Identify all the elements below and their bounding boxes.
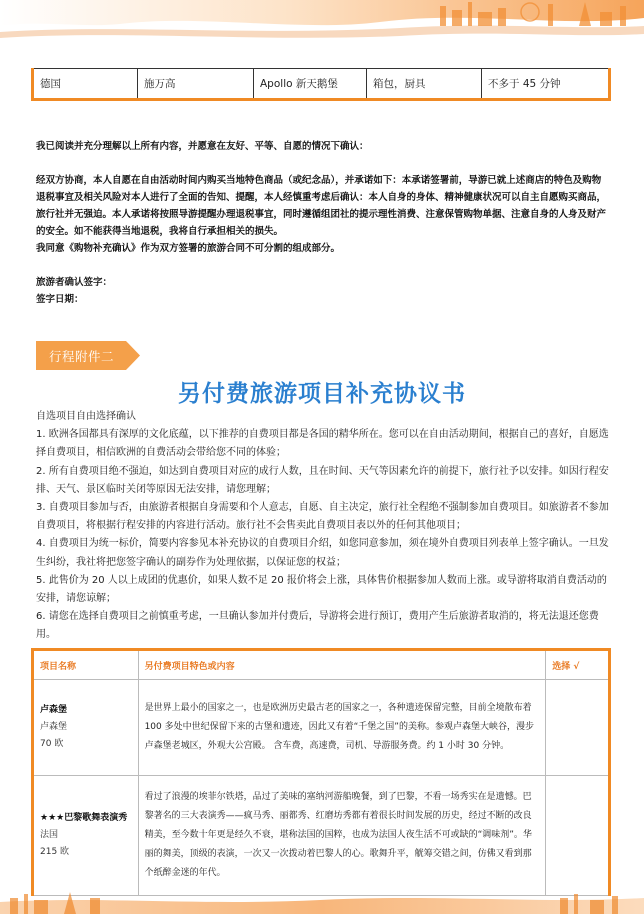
intro-text (36, 408, 612, 645)
project-city: 卢森堡 (40, 722, 68, 732)
declaration-agreement: 我同意《购物补充确认》作为双方签署的旅游合同不可分割的组成部分。 (36, 243, 341, 254)
section-tag-label: 行程附件二 (49, 349, 115, 364)
intro-item: 4. 自费项目为统一标价，简要内容参见本补充协议的自费项目介绍，如您同意参加，须在境外自费项目列表单上签字确认。一旦发生纠纷，我社将把您签字确认的副券作为处理依据，以保证您的权益； (36, 538, 609, 568)
table-row (33, 776, 610, 896)
top-banner (0, 0, 644, 40)
project-select-cell[interactable] (546, 776, 610, 896)
shopping-table (31, 68, 611, 101)
project-name-cell (33, 680, 139, 776)
project-desc: 看过了浪漫的埃菲尔铁塔，品过了美味的塞纳河游船晚餐，到了巴黎，不看一场秀实在是遗憾。巴黎著名的三大表演秀——疯马秀、丽都秀、红磨坊秀都有着很长时间发展的历史，经过不断的改良精美，至今数十年更是经久不衰，堪称法国的国粹，也成为法国人夜生活不可或缺的“调味剂”。华丽的舞美，顶级的表演，一次又一次拨动着巴黎人的心。歌舞升平，觥筹交错之间，仿佛又看到那个纸醉金迷的年代。 (138, 776, 546, 896)
shop-country: 德国 (33, 69, 138, 100)
project-city: 法国 (40, 830, 59, 840)
shop-goods: 箱包，厨具 (367, 69, 482, 100)
intro-item: 3. 自费项目参加与否，由旅游者根据自身需要和个人意志，自愿、自主决定，旅行社全程绝不强制参加自费项目。如旅游者不参加自费项目，将根据行程安排的内容进行活动。旅行社不会售卖此自费项目表以外的任何其他项目； (36, 502, 609, 532)
table-header-row (33, 650, 610, 680)
bottom-skyline-graphic (0, 892, 644, 914)
intro-item: 1. 欧洲各国都具有深厚的文化底蕴，以下推荐的自费项目都是各国的精华所在。您可以在自由活动期间，根据自己的喜好，自愿选择自费项目，相信欧洲的自费活动会带给您不同的体验； (36, 429, 609, 459)
skyline-banner-graphic (0, 0, 644, 40)
declaration-intro: 我已阅读并充分理解以上所有内容，并愿意在友好、平等、自愿的情况下确认： (36, 141, 369, 152)
intro-heading: 自选项目自由选择确认 (36, 411, 136, 422)
shop-duration: 不多于 45 分钟 (482, 69, 610, 100)
bottom-banner (0, 892, 644, 914)
shop-city: 施万高 (138, 69, 254, 100)
project-name: 卢森堡 (40, 705, 68, 715)
section-tag (36, 341, 140, 370)
table-row (33, 69, 610, 100)
intro-item: 5. 此售价为 20 人以上成团的优惠价，如果人数不足 20 报价将会上涨，具体售价根据参加人数而上涨。或导游将取消自费活动的安排，请您谅解； (36, 574, 607, 605)
project-select-cell[interactable] (546, 680, 610, 776)
project-price: 70 欧 (40, 739, 64, 749)
sign-date-label: 签字日期： (36, 294, 84, 305)
optional-projects-table (31, 648, 611, 896)
header-select: 选择 √ (546, 650, 610, 680)
signature-label: 旅游者确认签字： (36, 277, 113, 288)
intro-item: 2. 所有自费项目绝不强迫，如达到自费项目对应的成行人数，且在时间、天气等因素允许的前提下，旅行社予以安排。如因行程安排、天气、景区临时关闭等原因无法安排，请您理解； (36, 465, 609, 495)
intro-item: 6. 请您在选择自费项目之前慎重考虑，一旦确认参加并付费后，导游将会进行预订，费用产生后旅游者取消的，将无法退还您费用。 (36, 611, 599, 641)
header-project-desc: 另付费项目特色或内容 (138, 650, 546, 680)
project-price: 215 欧 (40, 847, 70, 857)
header-project-name: 项目名称 (33, 650, 139, 680)
declaration-body: 经双方协商，本人自愿在自由活动时间内购买当地特色商品（或纪念品），并承诺如下：本承诺签署前，导游已就上述商店的特色及购物退税事宜及相关风险对本人进行了全面的告知、提醒，本人经慎重考虑后确认：本人自身的身体、精神健康状况可以自主自愿购买商品，旅行社并无强迫。本人承诺将按照导游提醒办理退税事宜，同时遵循组团社的提示理性消费、注意保管购物单据、注意自身的人身及财产的安全。如不能获得当地退税，我将自行承担相关的损失。 (36, 175, 607, 237)
shop-name: Apollo 新天鹅堡 (254, 69, 367, 100)
page-title: 另付费旅游项目补充协议书 (178, 381, 466, 407)
table-row (33, 680, 610, 776)
project-desc: 是世界上最小的国家之一，也是欧洲历史最古老的国家之一，各种遗迹保留完整，目前全境散布着 100 多处中世纪保留下来的古堡和遗迹，因此又有着“千堡之国”的美称。参观卢森堡大峡谷，漫步卢森堡老城区，外观大公宫殿。 含车费，高速费，司机、导游服务费。约 1 小时 30 分钟。 (138, 680, 546, 776)
project-name: ★★★巴黎歌舞表演秀 (40, 813, 128, 823)
project-name-cell (33, 776, 139, 896)
